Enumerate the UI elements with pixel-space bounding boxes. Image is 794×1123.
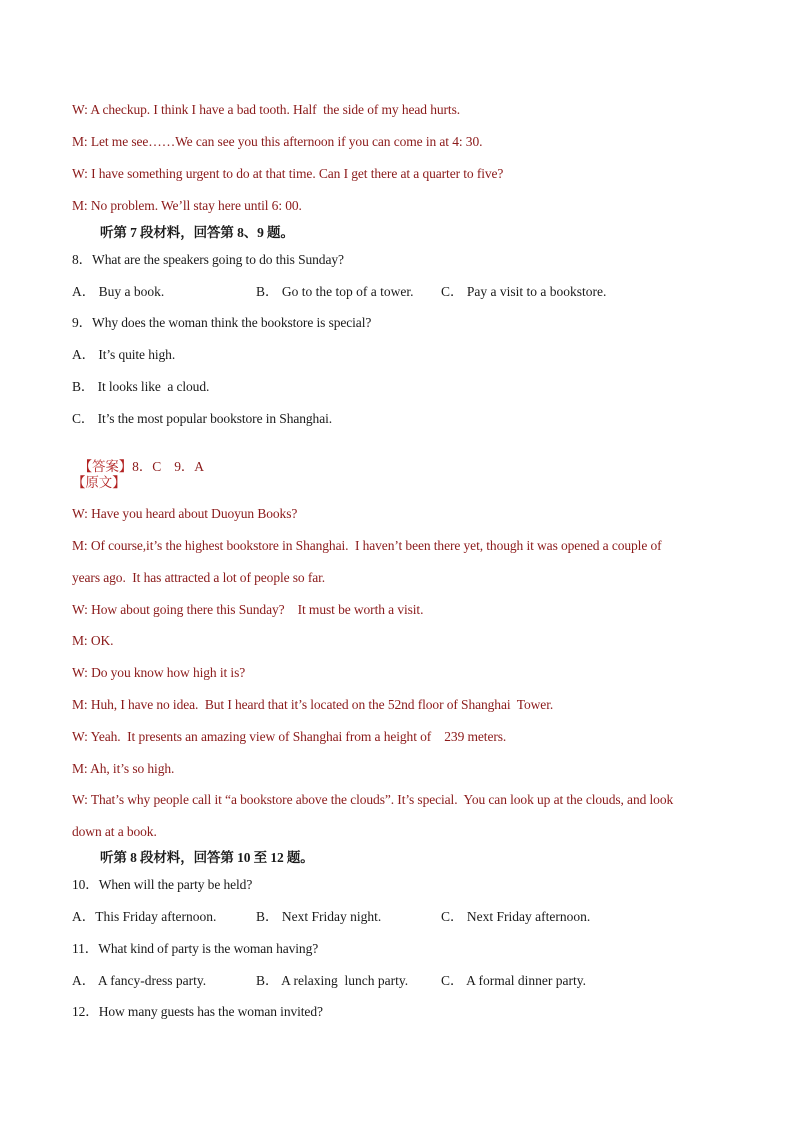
transcript-line: M: OK. <box>72 633 114 648</box>
option-b: B． Next Friday night. <box>256 909 382 924</box>
option-c: C． Next Friday afternoon. <box>441 909 591 924</box>
dialogue-line: W: A checkup. I think I have a bad tooth. Half the side of my head hurts. <box>72 102 460 117</box>
dialogue-line: M: Let me see……We can see you this afternoon if you can come in at 4: 30. <box>72 134 483 149</box>
dialogue-line: W: I have something urgent to do at that time. Can I get there at a quarter to five? <box>72 166 504 181</box>
question-stem: 9．Why does the woman think the bookstore is special? <box>72 315 372 330</box>
transcript-line: years ago. It has attracted a lot of people so far. <box>72 570 326 585</box>
option-c: C． Pay a visit to a bookstore. <box>441 284 607 299</box>
question-stem: 12．How many guests has the woman invited? <box>72 1004 323 1019</box>
transcript-line: W: How about going there this Sunday? It must be worth a visit. <box>72 602 424 617</box>
option-a: A．This Friday afternoon. <box>72 909 217 924</box>
dialogue-line: M: No problem. We’ll stay here until 6: 00. <box>72 198 302 213</box>
question-stem: 8．What are the speakers going to do this Sunday? <box>72 252 344 267</box>
option-c: C． It’s the most popular bookstore in Shanghai. <box>72 411 333 426</box>
section-heading: 听第 8 段材料，回答第 10 至 12 题。 <box>100 850 314 865</box>
transcript-line: W: That’s why people call it “a bookstore above the clouds”. It’s special. You can look up at the clouds, and look <box>72 792 674 807</box>
section-heading: 听第 7 段材料，回答第 8、9 题。 <box>100 225 294 240</box>
question-stem: 11．What kind of party is the woman having? <box>72 941 319 956</box>
source-label: 【原文】 <box>72 475 126 490</box>
transcript-line: down at a book. <box>72 824 157 839</box>
option-a: A． Buy a book. <box>72 284 165 299</box>
transcript-line: M: Of course,it’s the highest bookstore in Shanghai. I haven’t been there yet, though it was opened a couple of <box>72 538 662 553</box>
transcript-line: M: Ah, it’s so high. <box>72 761 175 776</box>
option-b: B． Go to the top of a tower. <box>256 284 414 299</box>
option-a: A． A fancy-dress party. <box>72 973 207 988</box>
transcript-line: M: Huh, I have no idea. But I heard that it’s located on the 52nd floor of Shanghai Tower. <box>72 697 554 712</box>
transcript-line: W: Have you heard about Duoyun Books? <box>72 506 298 521</box>
option-b: B． It looks like a cloud. <box>72 379 210 394</box>
transcript-line: W: Yeah. It presents an amazing view of Shanghai from a height of 239 meters. <box>72 729 507 744</box>
option-b: B． A relaxing lunch party. <box>256 973 409 988</box>
option-a: A． It’s quite high. <box>72 347 176 362</box>
answer-line <box>72 443 204 475</box>
answer-text: 8．C 9．A <box>132 459 204 474</box>
transcript-line: W: Do you know how high it is? <box>72 665 246 680</box>
option-c: C． A formal dinner party. <box>441 973 586 988</box>
answer-label: 【答案】 <box>78 459 133 474</box>
question-stem: 10．When will the party be held? <box>72 877 253 892</box>
